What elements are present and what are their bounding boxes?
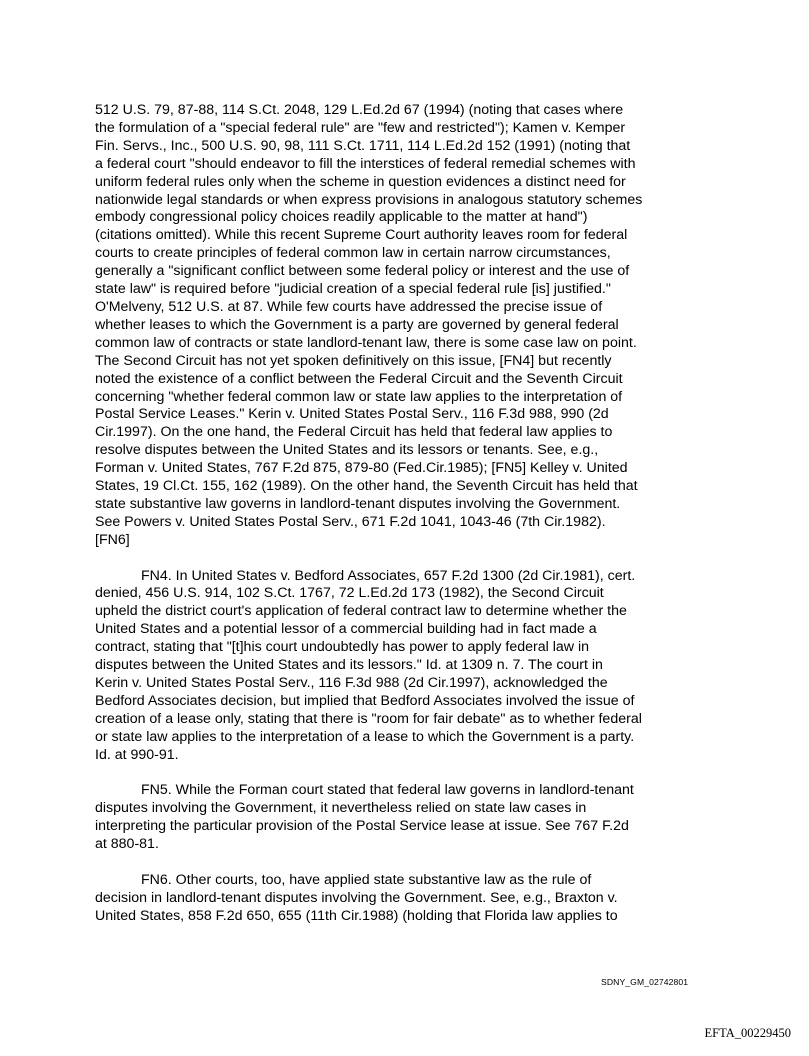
document-body — [95, 102, 710, 944]
footnote-fn6: FN6. Other courts, too, have applied state substantive law as the rule of decision in landlord-tenant disputes involving the Government. See, e.g., Braxton v. United States, 858 F.2d 650, 655 (11th Cir.1988) (holding that Florida law applies to — [95, 871, 618, 924]
bates-number: SDNY_GM_02742801 — [601, 977, 689, 987]
main-paragraph: 512 U.S. 79, 87-88, 114 S.Ct. 2048, 129 L.Ed.2d 67 (1994) (noting that cases where the formulation of a "special federal rule" are "few and restricted"); Kamen v. Kemper Fin. Servs., Inc., 500 U.S. 90, 98, 111 S.Ct. 1711, 114 L.Ed.2d 152 (1991) (noting that a federal court "should endeavor to fill the interstices of federal remedial schemes with uniform federal rules only when the scheme in question evidences a distinct need for nationwide legal standards or when express provisions in analogous statutory schemes embody congressional policy choices readily applicable to the matter at hand") (citations omitted). While this recent Supreme Court authority leaves room for federal courts to create principles of federal common law in certain narrow circumstances, generally a "significant conflict between some federal policy or interest and the use of state law" is required before "judicial creation of a special federal rule [is] justified." O'Melveny, 512 U.S. at 87. While few courts have addressed the precise issue of whether leases to which the Government is a party are governed by general federal common law of contracts or state landlord-tenant law, there is some case law on point. The Second Circuit has not yet spoken definitively on this issue, [FN4] but recently noted the existence of a conflict between the Federal Circuit and the Seventh Circuit concerning "whether federal common law or state law applies to the interpretation of Postal Service Leases." Kerin v. United States Postal Serv., 116 F.3d 988, 990 (2d Cir.1997). On the one hand, the Federal Circuit has held that federal law applies to resolve disputes between the United States and its lessors or tenants. See, e.g., Forman v. United States, 767 F.2d 875, 879-80 (Fed.Cir.1985); [FN5] Kelley v. United States, 19 Cl.Ct. 155, 162 (1989). On the other hand, the Seventh Circuit has held that state substantive law governs in landlord-tenant disputes involving the Government. See Powers v. United States Postal Serv., 671 F.2d 1041, 1043-46 (7th Cir.1982). [FN6] — [95, 102, 643, 548]
footnote-fn5: FN5. While the Forman court stated that federal law governs in landlord-tenant disputes involving the Government, it nevertheless relied on state law cases in interpreting the particular provision of the Postal Service lease at issue. See 767 F.2d at 880-81. — [95, 782, 634, 853]
efta-number: EFTA_00229450 — [704, 1026, 791, 1040]
footnote-fn4: FN4. In United States v. Bedford Associates, 657 F.2d 1300 (2d Cir.1981), cert. denied, 456 U.S. 914, 102 S.Ct. 1767, 72 L.Ed.2d 173 (1982), the Second Circuit upheld the district court's application of federal contract law to determine whether the United States and a potential lessor of a commercial building had in fact made a contract, stating that "[t]his court undoubtedly has power to apply federal law in disputes between the United States and its lessors." Id. at 1309 n. 7. The court in Kerin v. United States Postal Serv., 116 F.3d 988 (2d Cir.1997), acknowledged the Bedford Associates decision, but implied that Bedford Associates involved the issue of creation of a lease only, stating that there is "room for fair debate" as to whether federal or state law applies to the interpretation of a lease to which the Government is a party. Id. at 990-91. — [95, 567, 642, 763]
